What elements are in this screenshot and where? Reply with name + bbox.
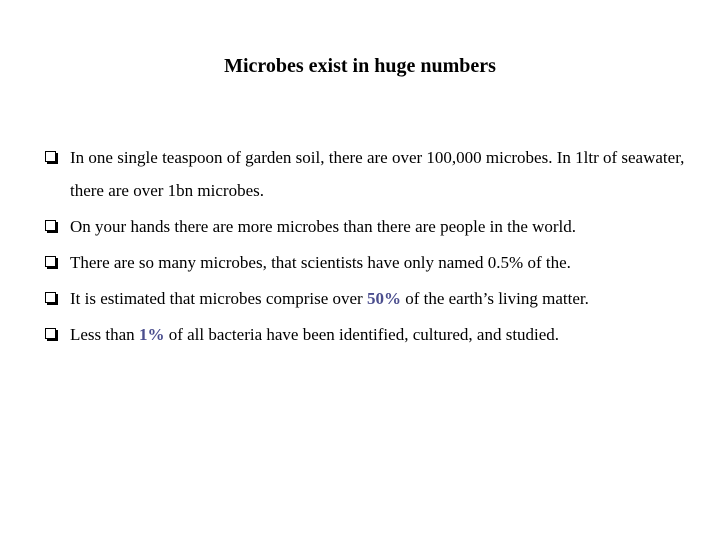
slide-title: Microbes exist in huge numbers	[224, 55, 496, 77]
checkbox-square-icon	[45, 256, 56, 267]
bullet-item	[45, 246, 695, 279]
bullet-item	[45, 141, 695, 207]
bullet-list	[45, 141, 695, 354]
bullet-item	[45, 210, 695, 243]
checkbox-square-icon	[45, 151, 56, 162]
checkbox-square-icon	[45, 328, 56, 339]
bullet-text-after: of all bacteria have been identified, cultured, and studied.	[164, 325, 560, 344]
highlight-percentage: 50%	[366, 289, 401, 308]
checkbox-square-icon	[45, 292, 56, 303]
highlight-percentage: 1%	[138, 325, 165, 344]
bullet-text: There are so many microbes, that scientists have only named 0.5% of the.	[70, 253, 571, 272]
bullet-text-after: of the earth’s living matter.	[400, 289, 589, 308]
bullet-text-before: It is estimated that microbes comprise over	[70, 289, 367, 308]
bullet-text: On your hands there are more microbes than there are people in the world.	[70, 217, 577, 236]
bullet-text: In one single teaspoon of garden soil, there are over 100,000 microbes. In 1ltr of seawater, there are over 1bn microbes.	[70, 148, 685, 200]
bullet-text-before: Less than	[70, 325, 139, 344]
checkbox-square-icon	[45, 220, 56, 231]
bullet-item	[45, 318, 695, 351]
bullet-item	[45, 282, 695, 315]
